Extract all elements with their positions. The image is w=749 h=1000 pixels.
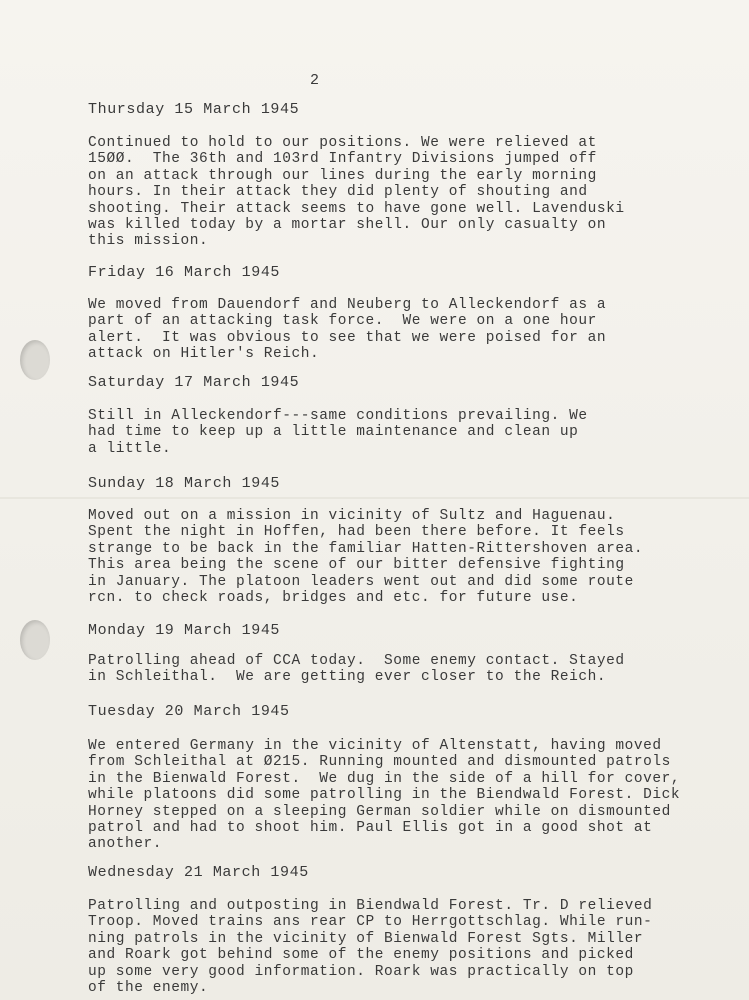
entry-body xyxy=(88,297,688,363)
page-number: 2 xyxy=(310,72,320,89)
diary-entry xyxy=(88,264,688,363)
text-line: while platoons did some patrolling in the Biendwald Forest. Dick xyxy=(88,787,681,804)
entry-body xyxy=(88,408,688,457)
punch-hole-bottom xyxy=(20,620,50,660)
punch-hole-top xyxy=(20,340,50,380)
text-line: and Roark got behind some of the enemy positions and picked xyxy=(88,947,634,964)
diary-entry xyxy=(88,622,688,686)
entry-date: Thursday 15 March 1945 xyxy=(88,101,300,118)
text-line: Horney stepped on a sleeping German soldier while on dismounted xyxy=(88,803,671,820)
text-line: was killed today by a mortar shell. Our only casualty on xyxy=(88,217,607,234)
entry-body xyxy=(88,508,688,606)
text-line: of the enemy. xyxy=(88,980,209,997)
text-line: a little. xyxy=(88,440,172,457)
text-line: Continued to hold to our positions. We were relieved at xyxy=(88,135,597,151)
diary-entry xyxy=(88,101,688,250)
text-line: We moved from Dauendorf and Neuberg to Alleckendorf as a xyxy=(88,297,607,313)
text-line: attack on Hitler's Reich. xyxy=(88,346,320,363)
text-line: in Schleithal. We are getting ever closer to the Reich. xyxy=(88,669,607,686)
entry-date: Saturday 17 March 1945 xyxy=(88,374,300,391)
entry-date: Monday 19 March 1945 xyxy=(88,622,281,639)
text-line: This area being the scene of our bitter defensive fighting xyxy=(88,557,625,574)
text-line: Patrolling ahead of CCA today. Some enemy contact. Stayed xyxy=(88,653,625,669)
text-line: rcn. to check roads, bridges and etc. for future use. xyxy=(88,590,579,607)
entry-body xyxy=(88,135,688,250)
diary-entry xyxy=(88,374,688,457)
text-line: Spent the night in Hoffen, had been there before. It feels xyxy=(88,524,625,541)
text-line: patrol and had to shoot him. Paul Ellis got in a good shot at xyxy=(88,820,653,837)
text-line: on an attack through our lines during the early morning xyxy=(88,167,597,184)
text-line: 15ØØ. The 36th and 103rd Infantry Divisions jumped off xyxy=(88,151,597,168)
diary-entry xyxy=(88,703,688,853)
diary-entry xyxy=(88,864,688,996)
text-line: Troop. Moved trains ans rear CP to Herrgottschlag. While run- xyxy=(88,914,653,931)
text-line: Patrolling and outposting in Biendwald Forest. Tr. D relieved xyxy=(88,898,653,914)
entry-date: Tuesday 20 March 1945 xyxy=(88,703,290,720)
entry-date: Sunday 18 March 1945 xyxy=(88,475,281,492)
entry-body xyxy=(88,738,688,853)
diary-entry xyxy=(88,475,688,606)
entry-date: Friday 16 March 1945 xyxy=(88,264,281,281)
text-line: up some very good information. Roark was practically on top xyxy=(88,963,634,980)
text-line: from Schleithal at Ø215. Running mounted and dismounted patrols xyxy=(88,754,671,771)
text-line: hours. In their attack they did plenty of shouting and xyxy=(88,184,588,201)
text-line: this mission. xyxy=(88,233,209,250)
text-line: another. xyxy=(88,836,163,853)
entry-body xyxy=(88,898,688,996)
text-line: alert. It was obvious to see that we were poised for an xyxy=(88,329,607,346)
text-line: Still in Alleckendorf---same conditions prevailing. We xyxy=(88,408,588,424)
text-line: in January. The platoon leaders went out and did some route xyxy=(88,573,634,590)
text-line: ning patrols in the vicinity of Bienwald Forest Sgts. Miller xyxy=(88,930,644,947)
text-line: had time to keep up a little maintenance and clean up xyxy=(88,424,579,441)
text-line: strange to be back in the familiar Hatten-Rittershoven area. xyxy=(88,540,644,557)
entry-date: Wednesday 21 March 1945 xyxy=(88,864,309,881)
text-line: shooting. Their attack seems to have gone well. Lavenduski xyxy=(88,200,625,217)
text-line: We entered Germany in the vicinity of Altenstatt, having moved xyxy=(88,738,662,754)
entry-body xyxy=(88,653,688,686)
text-line: part of an attacking task force. We were on a one hour xyxy=(88,313,597,330)
text-line: Moved out on a mission in vicinity of Sultz and Haguenau. xyxy=(88,508,616,524)
text-line: in the Bienwald Forest. We dug in the side of a hill for cover, xyxy=(88,770,681,787)
